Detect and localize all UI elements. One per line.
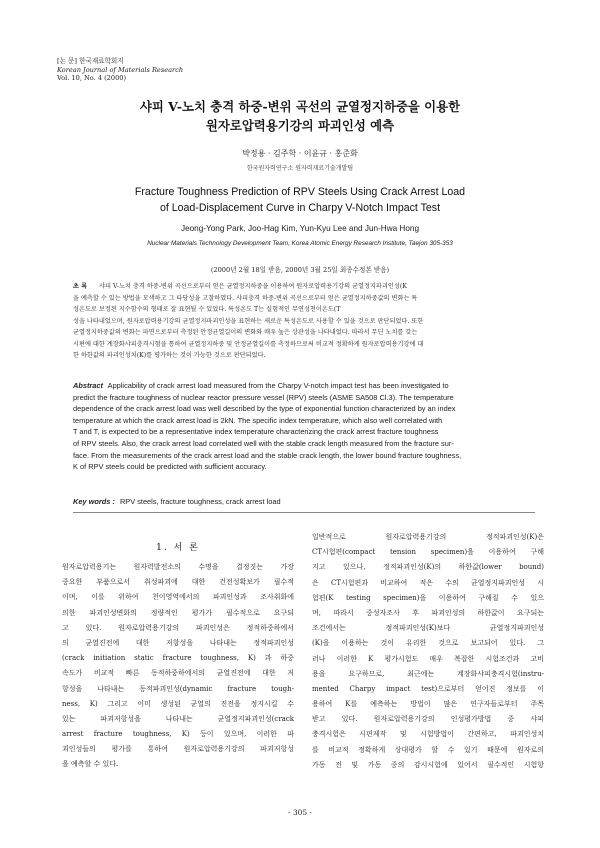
body-line: 지고 있으나, 정적파괴인성(K)의 하한값(lower bound)	[312, 563, 544, 572]
body-line: 을 예측할 수 있다.	[62, 760, 119, 769]
body-line: 용하여 K를 예측하는 방법이 많은 연구자들로부터 주목	[312, 700, 544, 709]
abstract-en-label: Abstract	[73, 381, 103, 390]
abstract-en-line: dependence of the crack arrest load was well described by the type of exponential function characterized by an index	[73, 404, 456, 414]
abstract-ko-line: 초 록 샤피 V-노치 충격 하중-변위 곡선으로부터 얻은 균열정지하중을 이용하여 원자로압력용기강의 균열정지파괴인성(K	[73, 283, 407, 290]
received-dates: (2000년 2월 18일 받음, 2000년 3월 25일 최종수정본 받음)	[210, 266, 390, 274]
body-line: 중요한 부품으로서 취성파괴에 대한 건전성확보가 필수적	[62, 578, 294, 587]
body-line: 고 있다. 원자로압력용기강의 파괴인성은 정적하중하에서	[62, 623, 294, 632]
title-ko-line1: 샤피 V-노치 충격 하중-변위 곡선의 균열정지하중을 이용한	[139, 99, 461, 114]
journal-volume: Vol. 10, No. 4 (2000)	[57, 74, 127, 83]
body-line: 러나 이러한 K 평가시험도 매우 복잡한 시험조건과 고비	[312, 654, 544, 663]
affiliation-ko: 한국원자력연구소 원자력재료기술개발팀	[246, 165, 354, 172]
abstract-en-line: Abstract Applicability of crack arrest load measured from the Charpy V-notch impact test has been investigated to	[73, 381, 449, 390]
body-line: 항성을 나타내는 동적파괴인성(dynamic fracture tough-	[62, 684, 294, 693]
body-line: CT시험편(compact tension specimen)을 이용하여 구해	[312, 548, 544, 557]
body-line: 괴인성들의 평가를 통하여 원자로압력용기강의 파괴저항성	[62, 745, 294, 754]
abstract-ko-line: 시편에 대한 계장화샤피충격시험을 통하여 균열정지하중 및 안정균열길이를 측정하므로써 비교적 정확하게 원자로압력용기강에 대	[73, 340, 424, 348]
authors-en: Jeong-Yong Park, Joo-Hag Kim, Yun-Kyu Lee and Jun-Hwa Hong	[180, 224, 420, 233]
title-en-line2: of Load-Displacement Curve in Charpy V-Notch Impact Test	[159, 202, 441, 214]
abstract-ko-line: 성온도로 보정된 지수함수의 형태로 잘 표현될 수 있었다. 특성온도 T는 실험적인 무연성천이온도(T	[73, 306, 341, 313]
abstract-ko-label: 초 록	[73, 283, 88, 290]
body-line: mented Charpy impact test)으로부터 얻어진 정보를 이	[312, 684, 544, 693]
body-line: 있는 파괴저항성을 나타내는 균열정지파괴인성(crack	[62, 714, 294, 723]
body-line: 를 비교적 정확하게 상대평가 할 수 있기 때문에 원자로의	[312, 745, 544, 754]
keywords	[73, 497, 535, 506]
abstract-ko-line: 한 하한값의 파괴인성치(K)를 평가하는 것이 가능한 것으로 판단되었다.	[73, 352, 266, 359]
abstract-en-line: temperature at which the crack arrest load is 2kN. The specific index temperature, which also well correlated with	[73, 415, 443, 425]
keywords-text: RPV steels, fracture toughness, crack arrest load	[119, 497, 281, 506]
body-line: ness, K) 그리고 이미 생성된 균열의 진전을 정지시킬 수	[62, 699, 294, 708]
abstract-ko-line: 성을 나타내었으며, 원자로압력용기강의 균열정지파괴인성을 표현하는 새로운 특성온도로 사용할 수 있을 것으로 판단되었다. 또한	[73, 317, 424, 325]
abstract-en-line: face. From the measurements of the crack arrest load and the stable crack length, the lower bound fracture toughness,	[73, 450, 462, 460]
body-line: 조건에서는 정적파괴인성(K)보다 균열정지파괴인성	[312, 624, 544, 633]
body-line: 일반적으로 원자로압력용기강의 정적파괴인성(K)은	[312, 533, 544, 541]
body-line: 험편(K testing specimen)을 이용하여 구해질 수 있으	[312, 593, 544, 602]
keywords-label: Key words :	[73, 497, 115, 506]
body-line: (crack initiation static fracture toughness, K) 과 하중	[62, 654, 294, 663]
body-line: 의 균열진전에 대한 저항성을 나타내는 정적파괴인성	[62, 638, 294, 647]
body-line: 은 CT시험편과 비교하여 적은 수의 균열정지파괴인성 시	[312, 578, 544, 587]
abstract-en-line: K of RPV steels could be predicted with sufficient accuracy.	[73, 462, 267, 472]
abstract-en-line: of RPV steels. Also, the crack arrest load correlated well with the stable crack length measured from the fracture sur-	[73, 438, 454, 448]
body-line: 속도가 비교적 빠른 동적하중하에서의 균열진전에 대한 저	[62, 669, 294, 678]
page-number: - 305 -	[288, 808, 312, 817]
body-line: 가동 전 및 가동 중의 감시시험에 있어서 필수적인 시험항	[312, 760, 544, 769]
journal-name-ko: [논 문] 한국재료학회지	[57, 57, 124, 65]
body-line: 받고 있다. 원자로압력용기강의 인성평가방법 중 샤피	[312, 715, 544, 724]
body-line: 의한 파괴인성변화의 정량적인 평가가 필수적으로 요구되	[62, 608, 294, 617]
authors-ko: 박정용 · 김주학 · 이윤규 · 홍준화	[242, 149, 358, 158]
abstract-en-line: predict the fracture toughness of nuclear reactor pressure vessel (RPV) steels (ASME SA508 Cl.3). The temperature	[73, 392, 454, 402]
body-line: (K)을 이용하는 것이 유리한 것으로 보고되어 있다. 그	[312, 639, 544, 648]
body-line: 용을 요구하므로, 최근에는 계장화샤피충격시험(instru-	[312, 669, 544, 678]
left-column-text	[62, 560, 294, 773]
journal-header	[57, 57, 183, 83]
abstract-ko-line: 균열정지하중값의 변화는 파면으로부터 측정된 안정균열길이의 변화와 매우 높은 상관성을 나타내었다. 따라서 무딘 노치를 갖는	[73, 329, 418, 336]
abstract-ko-line: 을 예측할 수 있는 방법을 모색하고 그 타당성을 고찰하였다. 샤피충격 하중-변위 곡선으로부터 얻은 균열정지하중값의 변화는 특	[73, 294, 418, 302]
body-line: 원자로압력용기는 원자력발전소의 수명을 결정짓는 가장	[62, 563, 294, 571]
abstract-ko	[73, 281, 535, 362]
body-line: 며, 따라서 중성자조사 후 파괴인성의 하한값이 요구되는	[312, 608, 544, 617]
abstract-en-line: T and T, is expected to be a representative index temperature characterizing the crack arrest fracture toughness	[73, 427, 439, 437]
body-line: 충격시험은 시편제작 및 시험방법이 간편하고, 파괴인성치	[312, 730, 544, 739]
body-line: arrest fracture toughness, K) 등이 있으며, 이러한 파	[62, 730, 294, 739]
abstract-en	[73, 380, 535, 473]
section-heading-introduction: 1. 서 론	[156, 543, 200, 553]
title-ko-line2: 원자로압력용기강의 파괴인성 예측	[205, 118, 395, 133]
body-line: 이며, 이를 위하여 천이영역에서의 파괴인성과 조사취화에	[62, 593, 294, 602]
journal-name-en: Korean Journal of Materials Research	[57, 65, 184, 74]
title-en-line1: Fracture Toughness Prediction of RPV Steels Using Crack Arrest Load	[134, 186, 466, 198]
right-column-text	[312, 530, 544, 773]
abstract-divider	[73, 512, 535, 513]
affiliation-en: Nuclear Materials Technology Development Team, Korea Atomic Energy Research Institute, Taejon 305-353	[147, 240, 453, 247]
